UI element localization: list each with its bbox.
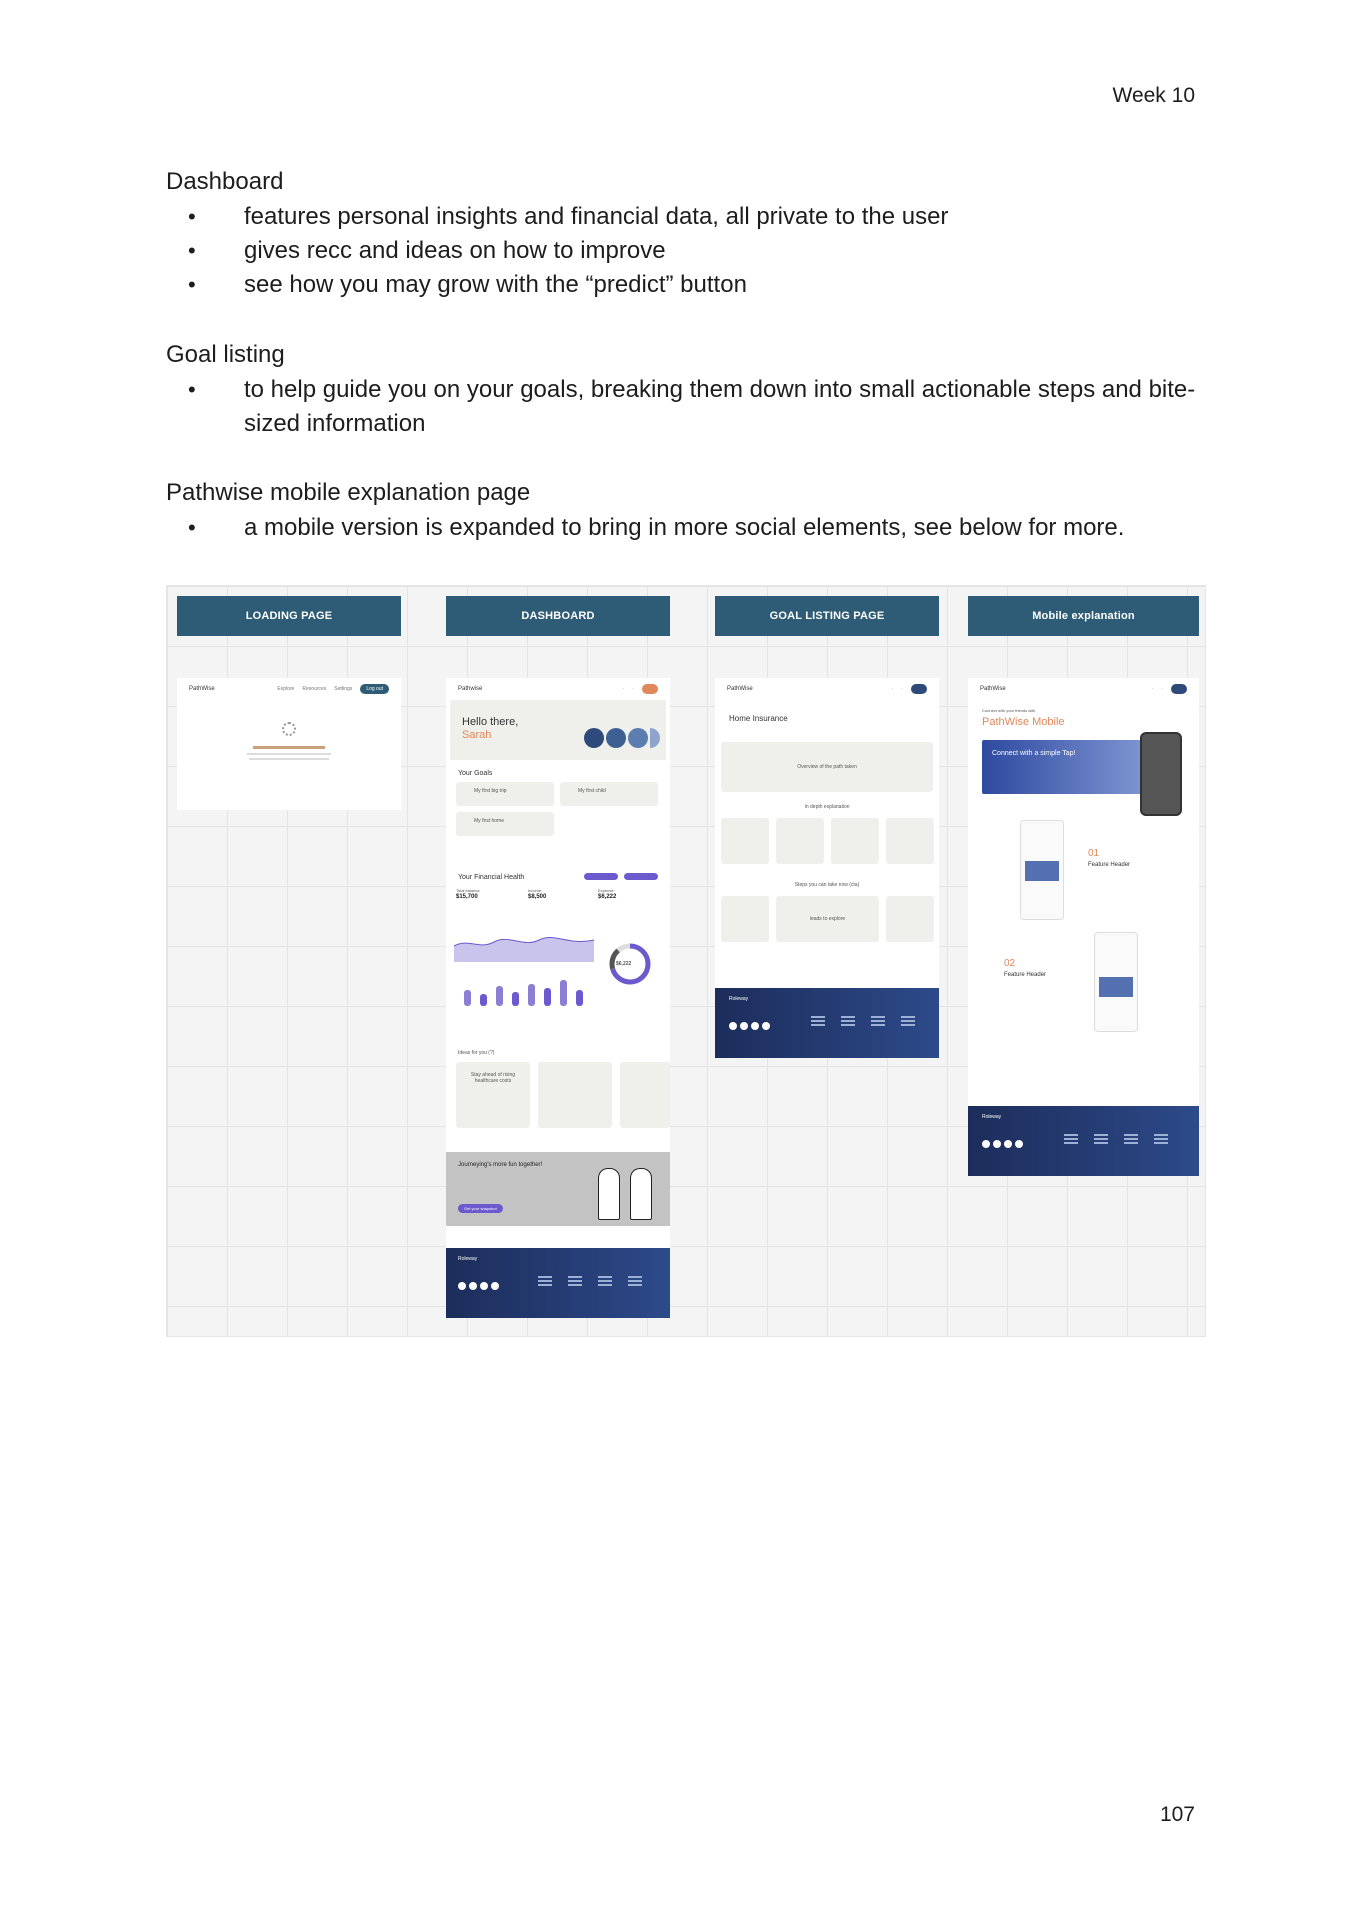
step-card[interactable]: [886, 896, 934, 942]
mobile-nav: [968, 678, 1199, 700]
bullet-item: • features personal insights and financial data, all private to the user: [166, 200, 1206, 234]
feature-number: 02: [1004, 958, 1016, 969]
mobile-explanation-frame: [968, 678, 1199, 1176]
mobile-intro: Connect with your friends with: [982, 708, 1036, 713]
login-button[interactable]: [1171, 684, 1187, 694]
dashboard-nav: [446, 678, 670, 700]
journey-title: Journeying's more fun together!: [458, 1162, 543, 1168]
wireframe-board: [166, 585, 1206, 1337]
stat-label: Expense: [598, 888, 614, 893]
login-button[interactable]: [642, 684, 658, 694]
loading-page-frame: [177, 678, 401, 810]
detail-card[interactable]: [776, 818, 824, 864]
spinner-icon: [282, 722, 296, 736]
goals-title: Your Goals: [458, 770, 493, 777]
financial-health-title: Your Financial Health: [458, 874, 525, 881]
brand-logo: PathWise: [980, 686, 1006, 692]
snapshot-button[interactable]: Get your snapshot: [458, 1204, 503, 1213]
nav-link[interactable]: ·: [901, 686, 903, 692]
mobile-bullets: [166, 511, 1206, 545]
page-number: 107: [1159, 1803, 1195, 1826]
column-header-loading: LOADING PAGE: [177, 596, 401, 636]
nav-link[interactable]: ·: [891, 686, 894, 692]
goal-listing-frame: [715, 678, 939, 1058]
goal-listing-bullets: [166, 373, 1206, 441]
nav-link[interactable]: ·: [1151, 686, 1154, 692]
social-icons[interactable]: [982, 1140, 1023, 1148]
stat-value: $15,700: [456, 894, 478, 900]
bar-chart: [454, 976, 594, 1006]
banner-title: Connect with a simple Tap!: [992, 750, 1076, 757]
social-icons[interactable]: [729, 1022, 770, 1030]
goal-card[interactable]: My first child: [560, 782, 658, 806]
detail-card[interactable]: [886, 818, 934, 864]
dashboard-frame: [446, 678, 670, 1318]
dashboard-footer: [446, 1248, 670, 1318]
column-header-goal-listing: GOAL LISTING PAGE: [715, 596, 939, 636]
detail-card[interactable]: [831, 818, 879, 864]
feature-number: 01: [1088, 848, 1100, 859]
nav-link[interactable]: Explore: [277, 686, 295, 692]
step-card[interactable]: leads to explore: [776, 896, 879, 942]
phone-screen-mockup: [1020, 820, 1064, 920]
goal-nav: [715, 678, 939, 700]
phone-screen-mockup: [1094, 932, 1138, 1032]
footer-brand: Roleway: [458, 1256, 478, 1262]
stat-value: $8,500: [528, 894, 547, 900]
feature-header: Feature Header: [1004, 972, 1047, 978]
bullet-item: • gives recc and ideas on how to improve: [166, 234, 1206, 268]
footer-brand: Roleway: [729, 996, 749, 1002]
nav-link[interactable]: ·: [1161, 686, 1163, 692]
goal-title: Home Insurance: [729, 714, 788, 723]
user-name: Sarah: [462, 729, 492, 741]
predict-button[interactable]: [624, 873, 658, 880]
loading-nav: [177, 678, 401, 700]
idea-card[interactable]: Stay ahead of rising healthcare costs: [456, 1062, 530, 1128]
compare-button[interactable]: [584, 873, 618, 880]
week-label: Week 10: [1112, 84, 1195, 107]
overview-box: Overview of the path taken: [721, 742, 933, 792]
idea-card[interactable]: [620, 1062, 670, 1128]
journey-banner: [446, 1152, 670, 1226]
feature-header: Feature Header: [1088, 862, 1131, 868]
stat-value: $6,222: [598, 894, 617, 900]
goal-footer: [715, 988, 939, 1058]
nav-link[interactable]: Settings: [334, 686, 353, 692]
stat-label: Total balance: [456, 888, 480, 893]
section-title-goal-listing: Goal listing: [166, 341, 285, 368]
brand-logo: PathWise: [189, 686, 215, 692]
login-button[interactable]: Log out: [360, 684, 389, 694]
greeting-hero: [450, 700, 666, 760]
brand-logo: Pathwise: [458, 686, 483, 692]
bullet-item: • a mobile version is expanded to bring in more social elements, see below for more.: [166, 511, 1206, 545]
greeting-text: Hello there,: [462, 716, 519, 728]
donut-value: $6,222: [616, 961, 632, 967]
footer-brand: Roleway: [982, 1114, 1002, 1120]
social-icons[interactable]: [458, 1282, 499, 1290]
detail-card[interactable]: [721, 818, 769, 864]
step-card[interactable]: [721, 896, 769, 942]
nav-link[interactable]: ·: [632, 686, 634, 692]
column-header-mobile: Mobile explanation: [968, 596, 1199, 636]
goal-card[interactable]: My first big trip: [456, 782, 554, 806]
column-header-dashboard: DASHBOARD: [446, 596, 670, 636]
hero-circles: [584, 728, 660, 748]
idea-card[interactable]: [538, 1062, 612, 1128]
mobile-footer: [968, 1106, 1199, 1176]
bullet-item: • see how you may grow with the “predict” button: [166, 268, 1206, 302]
login-button[interactable]: [911, 684, 927, 694]
goal-card[interactable]: My first home: [456, 812, 554, 836]
phone-mockup: [1140, 732, 1182, 816]
section-title-mobile: Pathwise mobile explanation page: [166, 479, 531, 506]
mobile-title: PathWise Mobile: [982, 716, 1065, 728]
in-depth-label: In depth explanation: [804, 804, 850, 810]
nav-link[interactable]: ·: [622, 686, 625, 692]
steps-label: Steps you can take now (cta): [794, 882, 860, 888]
brand-logo: PathWise: [727, 686, 753, 692]
character-illustration: [630, 1168, 652, 1220]
nav-link[interactable]: Resources: [302, 686, 327, 692]
character-illustration: [598, 1168, 620, 1220]
section-title-dashboard: Dashboard: [166, 168, 284, 195]
stat-label: Income: [528, 888, 542, 893]
dashboard-bullets: [166, 200, 1206, 302]
ideas-title: Ideas for you (?): [458, 1050, 495, 1056]
area-chart: [454, 926, 594, 962]
bullet-item: • to help guide you on your goals, breaking them down into small actionable steps and bite-sized information: [166, 373, 1206, 441]
